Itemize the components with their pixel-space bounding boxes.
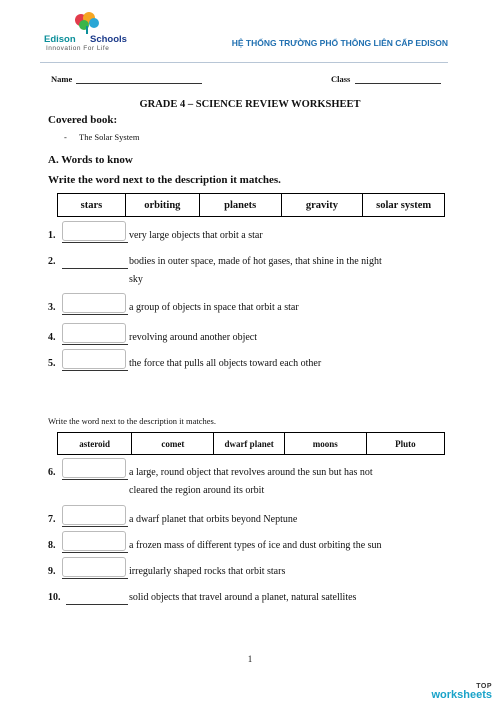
word-bank-a [57,193,445,217]
answer-box[interactable] [62,458,126,478]
answer-box[interactable] [62,293,126,313]
logo-name-part1: Edison [44,34,76,45]
covered-book-item: The Solar System [79,132,140,142]
answer-underline [62,526,128,527]
name-field [51,74,202,84]
watermark-line1: TOP [476,683,492,690]
tree-logo-icon [72,12,102,34]
question-text: a group of objects in space that orbit a star [129,302,299,313]
answer-underline [62,479,128,480]
question-text: bodies in outer space, made of hot gases, that shine in the night [129,256,382,267]
covered-bullet: - [64,132,67,142]
answer-box[interactable] [62,323,126,343]
answer-underline[interactable] [62,268,128,269]
word-bank-cell: comet [132,433,214,455]
name-blank-line[interactable] [76,83,202,84]
logo-tagline: Innovation For Life [46,45,110,52]
question-text: revolving around another object [129,332,258,343]
answer-underline [62,242,128,243]
question-text: irregularly shaped rocks that orbit stars [129,566,286,577]
question-number: 7. [48,514,56,525]
word-bank-cell: orbiting [125,194,199,217]
answer-box[interactable] [62,505,126,525]
answer-box[interactable] [62,557,126,577]
question-number: 10. [48,592,61,603]
question-number: 1. [48,230,56,241]
logo-name-part2: Schools [90,34,127,45]
answer-underline[interactable] [66,604,128,605]
word-bank-cell: asteroid [58,433,132,455]
question-number: 2. [48,256,56,267]
question-text-continued: cleared the region around its orbit [129,485,265,496]
worksheet-title: GRADE 4 – SCIENCE REVIEW WORKSHEET [139,99,361,110]
section-a-instruction: Write the word next to the description it matches. [48,174,281,186]
answer-underline [62,552,128,553]
question-number: 8. [48,540,56,551]
answer-underline [62,578,128,579]
class-field [331,74,441,84]
question-text-continued: sky [129,274,143,285]
question-number: 3. [48,302,56,313]
answer-underline [62,344,128,345]
watermark-line2: worksheets [431,689,492,701]
word-bank-cell: moons [284,433,366,455]
answer-underline [62,370,128,371]
answer-box[interactable] [62,349,126,369]
question-number: 5. [48,358,56,369]
word-bank-cell: solar system [363,194,445,217]
word-bank-cell: dwarf planet [214,433,284,455]
question-text: a dwarf planet that orbits beyond Neptune [129,514,298,525]
header-divider [40,62,448,63]
question-text: a frozen mass of different types of ice and dust orbiting the sun [129,540,382,551]
question-number: 4. [48,332,56,343]
topworksheets-watermark [431,683,492,701]
question-number: 6. [48,467,56,478]
class-label: Class [331,74,351,84]
question-text: very large objects that orbit a star [129,230,263,241]
name-label: Name [51,74,73,84]
section-a-heading: A. Words to know [48,154,133,166]
question-text: solid objects that travel around a planet, natural satellites [129,592,357,603]
answer-box[interactable] [62,531,126,551]
answer-underline [62,314,128,315]
question-number: 9. [48,566,56,577]
section-b-instruction: Write the word next to the description it matches. [48,416,216,426]
class-blank-line[interactable] [355,83,441,84]
question-text: the force that pulls all objects toward each other [129,358,322,369]
page-number: 1 [247,654,253,664]
question-text: a large, round object that revolves around the sun but has not [129,467,373,478]
edison-schools-logo [44,12,134,56]
school-system-name: HỆ THỐNG TRƯỜNG PHỔ THÔNG LIÊN CẤP EDISON [231,38,448,48]
word-bank-b [57,432,445,455]
covered-book-label: Covered book: [48,114,118,126]
word-bank-cell: gravity [281,194,363,217]
word-bank-cell: stars [58,194,126,217]
word-bank-cell: planets [199,194,281,217]
word-bank-cell: Pluto [366,433,444,455]
answer-box[interactable] [62,221,126,241]
